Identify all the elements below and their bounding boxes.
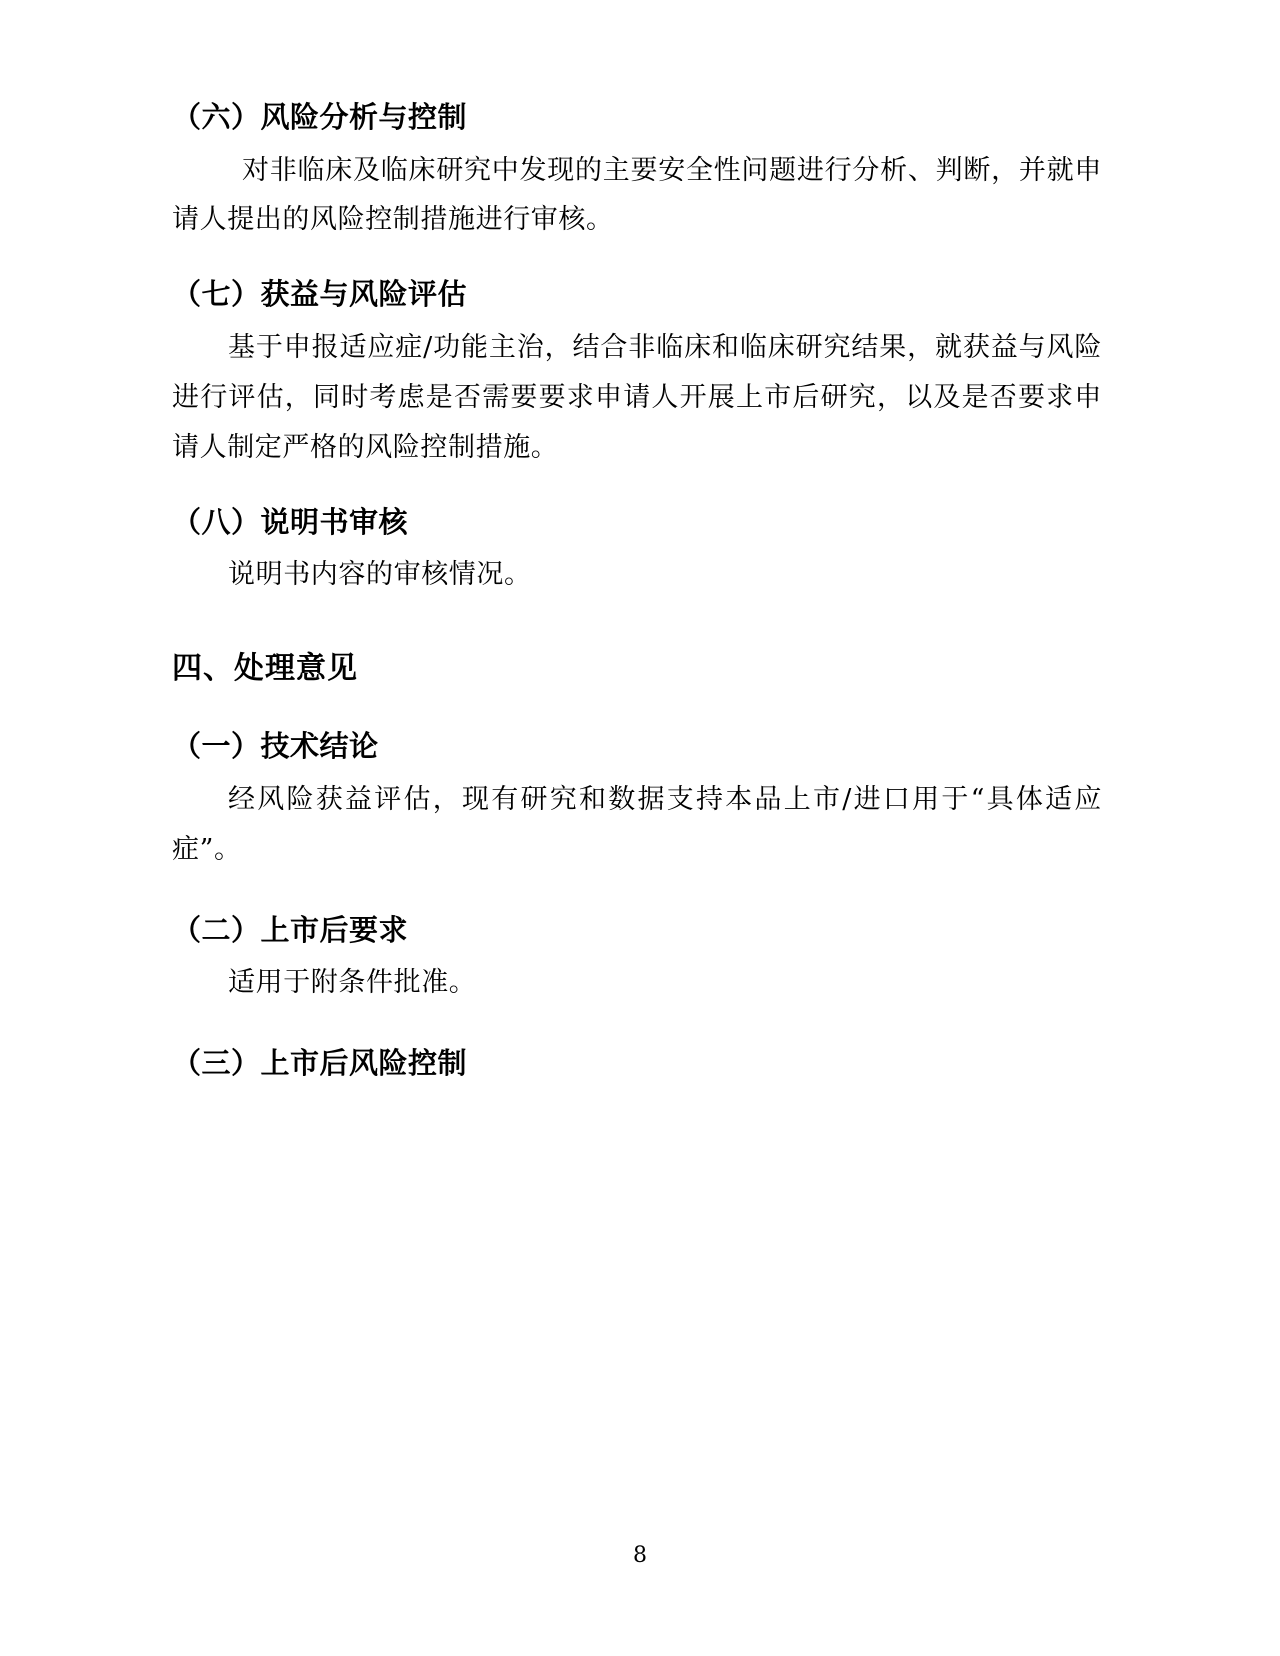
section-risk-analysis: [172, 96, 1102, 245]
document-body: [172, 96, 1102, 1085]
subsection-paragraph: 适用于附条件批准。: [228, 967, 477, 998]
section-heading: （六）风险分析与控制: [172, 100, 468, 134]
section-paragraph: 对非临床及临床研究中发现的主要安全性问题进行分析、判断，并就申请人提出的风险控制措施进行审核。: [172, 154, 1102, 236]
section-benefit-risk-assessment: [172, 273, 1102, 472]
main-section-heading: 四、处理意见: [172, 651, 358, 687]
section-paragraph: 基于申报适应症/功能主治，结合非临床和临床研究结果，就获益与风险进行评估，同时考虑是否需要要求申请人开展上市后研究，以及是否要求申请人制定严格的风险控制措施。: [172, 331, 1102, 463]
page-number: 8: [633, 1543, 647, 1568]
subsection-heading: （三）上市后风险控制: [172, 1045, 468, 1080]
subsection-post-market-requirements: [172, 909, 1102, 1008]
section-heading: （八）说明书审核: [172, 504, 409, 539]
subsection-technical-conclusion: [172, 725, 1102, 874]
subsection-heading: （二）上市后要求: [172, 912, 409, 947]
section-heading: （七）获益与风险评估: [172, 277, 468, 312]
section-paragraph: 说明书内容的审核情况。: [228, 559, 532, 591]
subsection-paragraph: 经风险获益评估，现有研究和数据支持本品上市/进口用于“具体适应症”。: [172, 783, 1102, 865]
section-label-review: [172, 501, 1102, 600]
subsection-heading: （一）技术结论: [172, 729, 379, 764]
subsection-post-market-risk-control: [172, 1042, 1102, 1086]
